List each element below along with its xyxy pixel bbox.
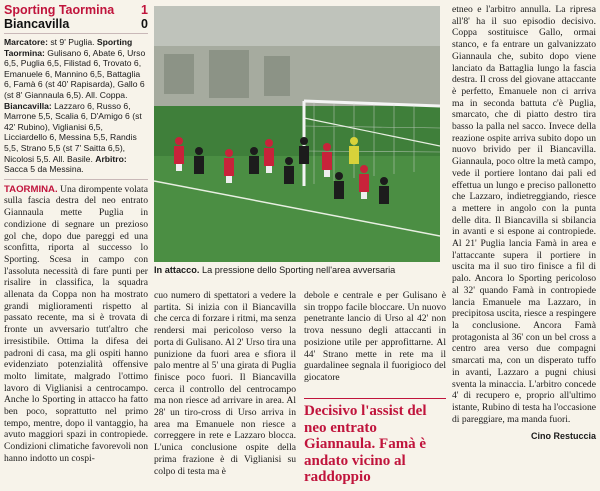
column-1 (4, 4, 148, 465)
article-col4-body: etneo e l'arbitro annulla. La ripresa all'8' ha il suo episodio decisivo. Coppa sostituisce Gallo, ormai stanco, e fa entrare un galvanizzato Giannaula che, subito dopo viene lanciato da Battaglia lungo la fascia destra. Il cross del giovane attaccante è perfetto, Emanuele non ci arriva ma in seconda battuta c'è Puglia, smarcato, che di piatto destro tira basso la palla nel sacco. Invece della reazione ospite arriva subito dopo un nuovo brivido per il Biancavilla. Giannaula, poco oltre la metà campo, vede il portiere lontano dai pali ed effettua un lungo e preciso pallonetto che Lazzaro, indietreggiando, riesce a mettere in angolo con la punta delle dita. Il Biancavilla si sbilancia in avanti e si espone ai contropiede. Al 21' Puglia lancia Famà in area e l'attaccante supera il portiere in uscita ma il suo tiro finisce a fil di palo. Ancora lo Sporting pericoloso al 32' quando Famà in contropiede lancia Emanuele ma Lazzaro, in precipitosa uscita, riesce a respingere la conclusione. Ancora Famà protagonista al 36' con un bel cross a centro area verso due compagni smarcati ma, con un disperato tuffo in avanti, Lazzaro a pugni chiusi sventa la minaccia. L'arbitro concede 4' di recupero e, proprio all'ultimo istante, Rubino di testa ha l'occasione di pareggiare, ma manda fuori. (452, 4, 596, 425)
referee-label: Arbitro: (95, 153, 127, 164)
pull-quote: Decisivo l'assist del neo entrato Giannaula. Famà è andato vicino al raddoppio (304, 398, 446, 486)
home-team-row (4, 4, 148, 18)
away-lineup-text: Lazzaro 6, Russo 6, Marrone 5,5, Scalia 6, D'Amigo 6 (st 42' Rubino), Viglianisi 6,5, Licciardello 6, Messina 5,5, Randis 5,5, Strano 5,5 (st 7' Saitta 6,5), Nicolosi 5,5. All. Basile. (4, 100, 142, 164)
scorer-label: Marcatore: (4, 37, 48, 47)
away-team-row (4, 18, 148, 32)
lineups-box (4, 37, 148, 180)
home-lineup-label: Sporting Taormina: (4, 37, 133, 58)
match-photo-illustration (154, 6, 440, 262)
column-2 (154, 290, 296, 477)
dateline: TAORMINA. (4, 183, 58, 195)
home-team-name: Sporting Taormina (4, 3, 115, 17)
column-4 (452, 4, 596, 443)
home-lineup-text: Gulisano 6, Abate 6, Urso 6,5, Puglia 6,5, Filistad 6, Trovato 6, Emanuele 6, Mannino 6,5, Battaglia 6, Famà 6 (st 40' Rapisarda), Gallo 6 (st 8' Giannaula 6,5). All. Coppa. (4, 47, 146, 100)
away-team-name: Biancavilla (4, 16, 70, 31)
byline: Cino Restuccia (530, 431, 596, 442)
away-team-score: 0 (141, 16, 148, 31)
photo-caption (154, 265, 444, 276)
caption-bold: In attacco. (154, 265, 200, 275)
home-team-score: 1 (141, 3, 148, 17)
scoreboard (4, 4, 148, 34)
article-text-col1 (4, 184, 148, 465)
referee-text: Sacca 5 da Messina. (4, 164, 84, 175)
away-lineup-label: Biancavilla: (4, 100, 52, 111)
column-3 (304, 290, 446, 384)
article-col3-body: debole e centrale e per Gulisano è sin troppo facile bloccare. Un nuovo penetrante lancio di Urso al 42' non trova nessuno degli attaccanti in posizione utile per approfittarne. Al 44' Strano mette in rete ma il guardalinee segnala il fuorigioco del giocatore (304, 290, 446, 383)
article-col2-body: cuo numero di spettatori a vedere la partita. Si inizia con il Biancavilla che cerca di forzare i ritmi, ma senza rendersi mai pericoloso verso la porta di Gulisano. Al 2' Urso tira una punizione da fuori area e sfiora il palo mentre al 5' una girata di Puglia finisce poco fuori. Il Biancavilla cerca il controllo del centrocampo ma non riesce ad arrivare in area. Al 28' un tiro-cross di Urso arriva in area ma Emanuele non riesce a correggere in rete e Lazzaro blocca. L'unica conclusione ospite della prima frazione è di Viglianisi su colpo di testa ma è (154, 290, 296, 477)
caption-text: La pressione dello Sporting nell'area avversaria (202, 265, 396, 275)
article-col1-body: Una dirompente volata sulla fascia destra del neo entrato Giannaula mette Puglia in condizione di segnare un prezioso gol che, dopo due pareggi ed una sconfitta, riporta al successo lo Sporting. Scesa in campo con l'assoluta necessità di fare punti per risalire in classifica, la squadra allenata da Coppa non ha mostrato grandi miglioramenti rispetto al passato recente, ma si è trovata di fronte un avversario tutt'altro che irresistibile. Ottima la difesa dei padroni di casa, ma gli ospiti hanno evidenziato potenzialità offensive molto limitate, malgrado l'ottimo lavoro di Viglianisi a centrocampo. Anche lo Sporting in attacco ha fatto ben poco, soprattutto nel primo tempo, mentre, dopo il vantaggio, ha avuto maggiori spazi in contropiede. Condizioni climatiche favorevoli non hanno indotto un cospi- (4, 183, 148, 464)
match-photo (154, 6, 440, 262)
scorer-text: st 9' Puglia. (50, 37, 95, 47)
